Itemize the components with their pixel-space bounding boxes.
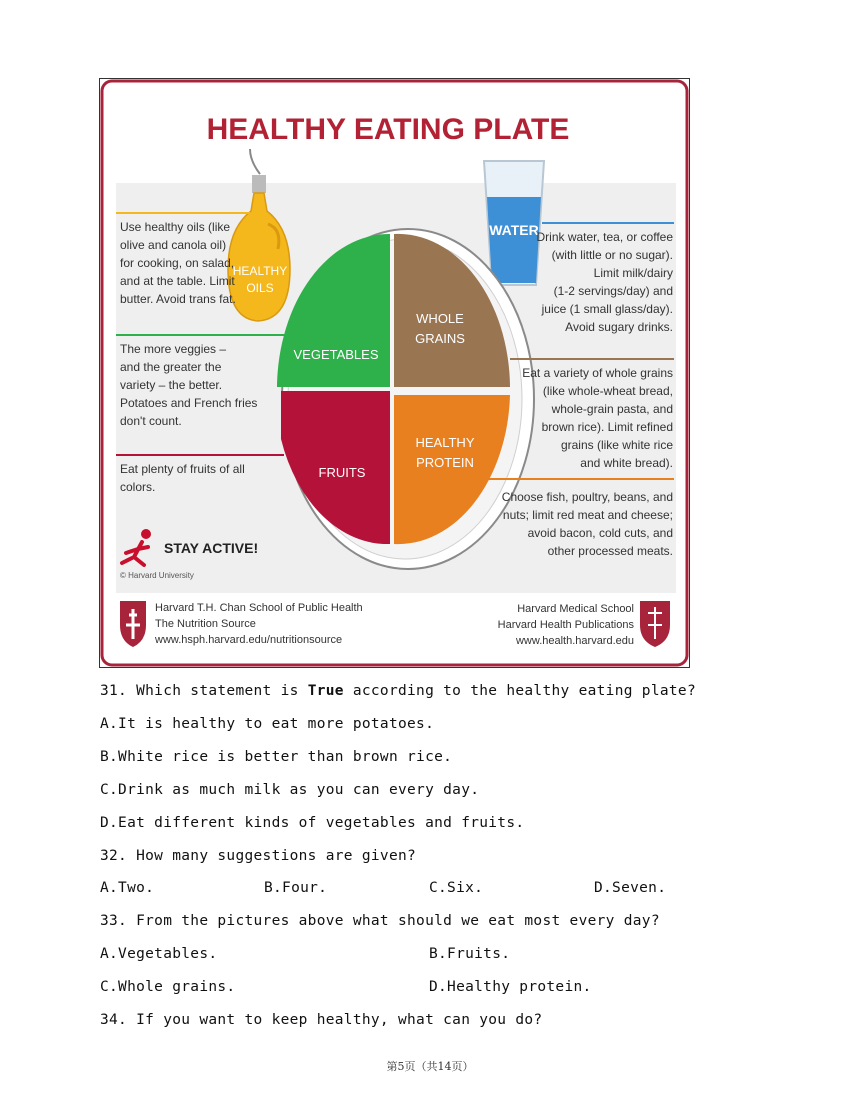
grains-text-6: and white bread). — [580, 456, 673, 470]
right-credit-2: Harvard Health Publications — [497, 619, 634, 631]
question-34: 34. If you want to keep healthy, what can you do? — [100, 1012, 543, 1028]
water-text-2: (with little or no sugar). — [551, 248, 673, 262]
healthy-eating-plate-figure — [99, 78, 690, 668]
oils-text-5: butter. Avoid trans fat. — [120, 292, 236, 306]
water-text-5: juice (1 small glass/day). — [541, 302, 673, 316]
veg-text-1: The more veggies – — [120, 342, 227, 356]
protein-text-3: avoid bacon, cold cuts, and — [527, 526, 673, 540]
oils-label-1: HEALTHY — [232, 264, 288, 278]
oils-text-4: and at the table. Limit — [120, 274, 235, 288]
water-text-1: Drink water, tea, or coffee — [536, 230, 673, 244]
q31-option-b: B.White rice is better than brown rice. — [100, 749, 453, 765]
q33-option-a: A.Vegetables. — [100, 946, 218, 962]
water-text-3: Limit milk/dairy — [593, 266, 673, 280]
question-31 — [100, 683, 696, 699]
q33-option-d: D.Healthy protein. — [429, 979, 592, 995]
protein-label-1: HEALTHY — [415, 435, 475, 450]
left-credit-2: The Nutrition Source — [155, 618, 256, 630]
veg-text-4: Potatoes and French fries — [120, 396, 258, 410]
fruits-text-1: Eat plenty of fruits of all — [120, 462, 245, 476]
water-text-6: Avoid sugary drinks. — [565, 320, 673, 334]
oils-text-1: Use healthy oils (like — [120, 220, 231, 234]
grains-text-4: brown rice). Limit refined — [541, 420, 673, 434]
q32-option-d: D.Seven. — [594, 880, 667, 896]
water-label: WATER — [489, 222, 539, 238]
grains-text-1: Eat a variety of whole grains — [522, 366, 673, 380]
right-credit-1: Harvard Medical School — [517, 603, 634, 615]
left-credit-1: Harvard T.H. Chan School of Public Health — [155, 602, 363, 614]
oils-text-2: olive and canola oil) — [120, 238, 227, 252]
q32-option-b: B.Four. — [264, 880, 328, 896]
stay-active-text: STAY ACTIVE! — [164, 540, 259, 556]
protein-text-2: nuts; limit red meat and cheese; — [502, 508, 673, 522]
question-32: 32. How many suggestions are given? — [100, 848, 417, 864]
fruits-text-2: colors. — [120, 480, 156, 494]
q33-option-b: B.Fruits. — [429, 946, 511, 962]
protein-text-1: Choose fish, poultry, beans, and — [501, 490, 673, 504]
q31-option-a: A.It is healthy to eat more potatoes. — [100, 716, 435, 732]
fruits-label: FRUITS — [318, 465, 366, 480]
q32-option-c: C.Six. — [429, 880, 484, 896]
vegetables-label: VEGETABLES — [293, 347, 379, 362]
q31-suffix: according to the healthy eating plate? — [343, 683, 696, 699]
left-credit-3: www.hsph.harvard.edu/nutritionsource — [155, 634, 343, 646]
q31-option-d: D.Eat different kinds of vegetables and fruits. — [100, 815, 525, 831]
right-credit-3: www.health.harvard.edu — [515, 635, 634, 647]
protein-text-4: other processed meats. — [547, 544, 673, 558]
grains-label-2: GRAINS — [415, 331, 465, 346]
q32-option-a: A.Two. — [100, 880, 155, 896]
water-text-4: (1-2 servings/day) and — [553, 284, 673, 298]
grains-label-1: WHOLE — [416, 311, 464, 326]
plate-title: HEALTHY EATING PLATE — [206, 113, 570, 146]
veg-text-5: don't count. — [120, 414, 182, 428]
protein-label-2: PROTEIN — [416, 455, 474, 470]
q31-bold: True — [307, 683, 344, 699]
oils-label-2: OILS — [246, 281, 274, 295]
grains-text-5: grains (like white rice — [560, 438, 673, 452]
oils-text-3: for cooking, on salad, — [120, 256, 235, 270]
grains-text-2: (like whole-wheat bread, — [542, 384, 673, 398]
question-33: 33. From the pictures above what should we eat most every day? — [100, 913, 660, 929]
veg-text-2: and the greater the — [120, 360, 222, 374]
q33-option-c: C.Whole grains. — [100, 979, 236, 995]
page-footer: 第5页（共14页） — [386, 1060, 474, 1073]
grains-text-3: whole-grain pasta, and — [551, 402, 673, 416]
q31-prefix: 31. Which statement is — [100, 683, 308, 699]
copyright-text: © Harvard University — [120, 571, 194, 580]
q31-option-c: C.Drink as much milk as you can every day. — [100, 782, 480, 798]
veg-text-3: variety – the better. — [120, 378, 223, 392]
